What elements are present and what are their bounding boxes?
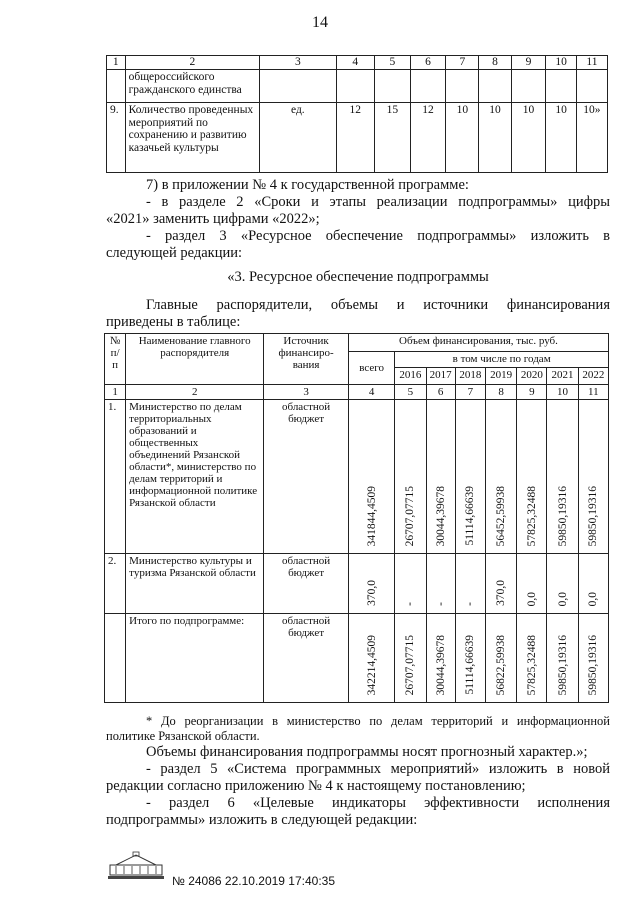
- header-cell: 4: [336, 56, 374, 70]
- indicator-name: общероссийского гражданского единства: [125, 70, 259, 103]
- index-cell: 7: [455, 385, 485, 400]
- year-value: 30044,39678: [434, 485, 447, 546]
- year-value: 56822,59938: [495, 634, 508, 695]
- table-header-row: [105, 334, 609, 352]
- year-value: -: [464, 602, 477, 606]
- header-cell: 11: [576, 56, 607, 70]
- year-header: 2021: [547, 368, 578, 385]
- year-value: 26707,07715: [404, 634, 417, 695]
- footnote: * До реорганизации в министерство по делам территорий и информационной политике Рязанской области.: [106, 714, 610, 743]
- column-header-by-years: в том числе по годам: [395, 352, 609, 368]
- value-cell: 12: [336, 103, 374, 173]
- year-header: 2020: [517, 368, 547, 385]
- financing-table: [104, 333, 609, 703]
- year-value: 56452,59938: [495, 485, 508, 546]
- paragraph-section5: - раздел 5 «Система программных мероприятий» изложить в новой: [146, 761, 610, 777]
- table-row: [107, 103, 608, 173]
- year-header: 2018: [455, 368, 485, 385]
- header-cell: 6: [410, 56, 446, 70]
- index-cell: 2: [126, 385, 264, 400]
- year-value: 57825,32488: [525, 634, 538, 695]
- table-row-total: [105, 614, 609, 703]
- header-cell: 2: [125, 56, 259, 70]
- table-header-row: [107, 56, 608, 70]
- year-value: 57825,32488: [525, 485, 538, 546]
- paragraph-section2: - в разделе 2 «Сроки и этапы реализации подпрограммы» цифры: [146, 194, 610, 210]
- header-cell: 7: [446, 56, 479, 70]
- section-title: «3. Ресурсное обеспечение подпрограммы: [227, 269, 489, 285]
- year-value: 0,0: [556, 591, 569, 606]
- index-cell: 8: [485, 385, 516, 400]
- header-cell: 1: [107, 56, 126, 70]
- paragraph-forecast: Объемы финансирования подпрограммы носят прогнозный характер.»;: [146, 744, 588, 760]
- value-cell: 10: [479, 103, 511, 173]
- index-cell: 6: [426, 385, 455, 400]
- year-header: 2017: [426, 368, 455, 385]
- value-cell: 15: [374, 103, 410, 173]
- table-row: [107, 70, 608, 103]
- index-cell: 11: [578, 385, 608, 400]
- paragraph-section2-cont: «2021» заменить цифрами «2022»;: [106, 211, 320, 227]
- funding-source: областной бюджет: [264, 614, 349, 703]
- year-header: 2019: [485, 368, 516, 385]
- value-cell: 10: [546, 103, 576, 173]
- column-header-name: Наименование главного распорядителя: [126, 334, 264, 385]
- paragraph-section3: - раздел 3 «Ресурсное обеспечение подпрограммы» изложить в: [146, 228, 610, 244]
- year-value: 30044,39678: [434, 634, 447, 695]
- distributor-name: Министерство по делам территориальных образований и общественных объединений Рязанской области*, министерство по делам территорий и информационной политике Рязанской области: [126, 400, 264, 554]
- distributor-name: Министерство культуры и туризма Рязанской области: [126, 554, 264, 614]
- year-value: 51114,66639: [464, 486, 477, 546]
- building-stamp-icon: [106, 851, 166, 881]
- year-value: 51114,66639: [464, 635, 477, 695]
- header-cell: 5: [374, 56, 410, 70]
- indicators-table: [106, 55, 608, 173]
- year-value: 59850,19316: [587, 485, 600, 546]
- paragraph-financing-cont: приведены в таблице:: [106, 314, 241, 330]
- unit-cell: ед.: [260, 103, 337, 173]
- table-index-row: [105, 385, 609, 400]
- year-value: -: [434, 602, 447, 606]
- total-value: 370,0: [365, 580, 378, 606]
- row-number: 2.: [105, 554, 126, 614]
- header-cell: 10: [546, 56, 576, 70]
- total-value: 342214,4509: [365, 634, 378, 695]
- column-header-source: Источник финансиро-вания: [264, 334, 349, 385]
- year-header: 2016: [395, 368, 426, 385]
- year-header: 2022: [578, 368, 608, 385]
- funding-source: областной бюджет: [264, 554, 349, 614]
- document-id: № 24086 22.10.2019 17:40:35: [172, 874, 336, 888]
- distributor-name: Итого по подпрограмме:: [126, 614, 264, 703]
- row-number: [105, 614, 126, 703]
- value-cell: 10»: [576, 103, 607, 173]
- table-row: [105, 400, 609, 554]
- paragraph-appendix: 7) в приложении № 4 к государственной программе:: [146, 177, 469, 193]
- value-cell: 10: [511, 103, 546, 173]
- funding-source: областной бюджет: [264, 400, 349, 554]
- year-value: 59850,19316: [587, 634, 600, 695]
- header-cell: 3: [260, 56, 337, 70]
- paragraph-section6: - раздел 6 «Целевые индикаторы эффективности исполнения: [146, 795, 610, 811]
- year-value: 26707,07715: [404, 485, 417, 546]
- year-value: 59850,19316: [556, 634, 569, 695]
- paragraph-section5-cont: редакции согласно приложению № 4 к настоящему постановлению;: [106, 778, 526, 794]
- value-cell: 10: [446, 103, 479, 173]
- index-cell: 4: [348, 385, 394, 400]
- page-number: 14: [312, 14, 328, 31]
- year-value: -: [404, 602, 417, 606]
- index-cell: 3: [264, 385, 349, 400]
- header-cell: 8: [479, 56, 511, 70]
- column-header-number: № п/п: [105, 334, 126, 385]
- indicator-name: Количество проведенных мероприятий по сохранению и развитию казачьей культуры: [125, 103, 259, 173]
- year-value: 370,0: [495, 580, 508, 606]
- paragraph-section3-cont: следующей редакции:: [106, 245, 243, 261]
- column-header-total: всего: [348, 352, 394, 385]
- paragraph-financing: Главные распорядители, объемы и источники финансирования: [146, 297, 610, 313]
- row-number: 9.: [107, 103, 126, 173]
- index-cell: 10: [547, 385, 578, 400]
- year-value: 59850,19316: [556, 485, 569, 546]
- header-cell: 9: [511, 56, 546, 70]
- column-header-volume: Объем финансирования, тыс. руб.: [348, 334, 608, 352]
- index-cell: 9: [517, 385, 547, 400]
- index-cell: 1: [105, 385, 126, 400]
- year-value: 0,0: [525, 591, 538, 606]
- index-cell: 5: [395, 385, 426, 400]
- table-row: [105, 554, 609, 614]
- paragraph-section6-cont: подпрограммы» изложить в следующей редакции:: [106, 812, 418, 828]
- row-number: 1.: [105, 400, 126, 554]
- total-value: 341844,4509: [365, 485, 378, 546]
- year-value: 0,0: [587, 591, 600, 606]
- value-cell: 12: [410, 103, 446, 173]
